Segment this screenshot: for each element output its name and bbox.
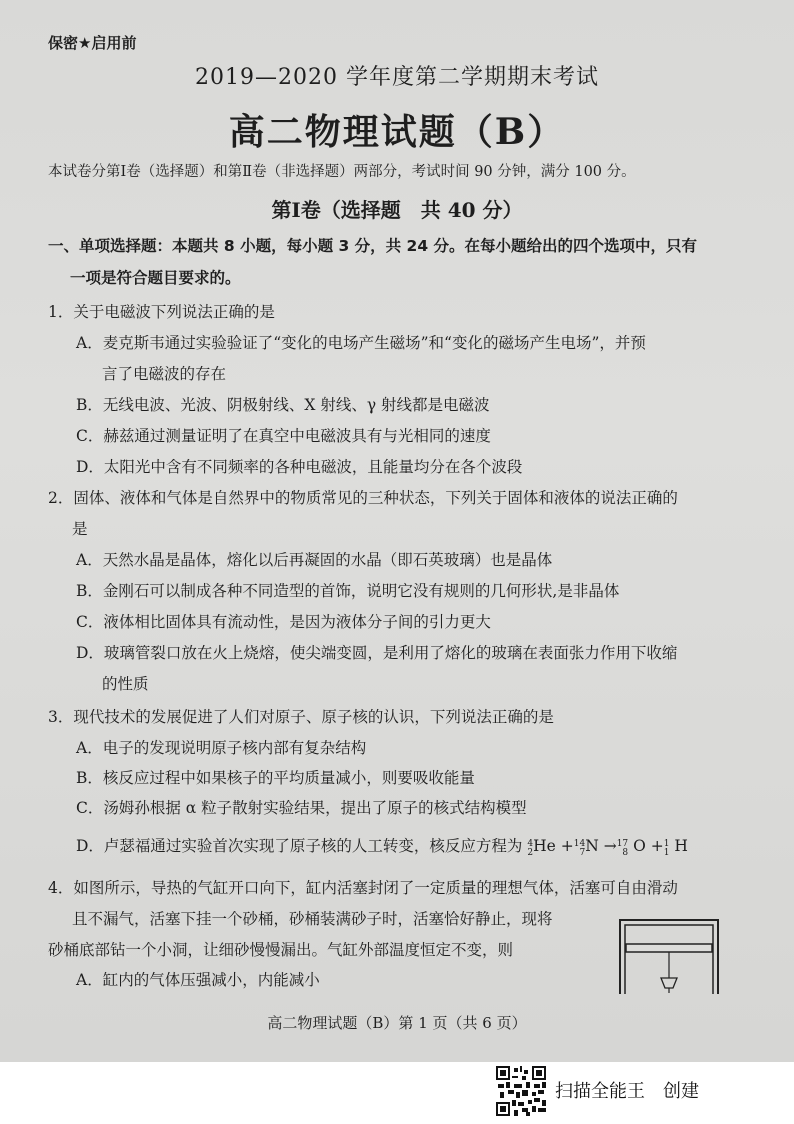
question-1-option-a: A．麦克斯韦通过实验验证了“变化的电场产生磁场”和“变化的磁场产生电场”，并预 xyxy=(76,334,646,352)
question-1-option-d: D．太阳光中含有不同频率的各种电磁波，且能量均分在各个波段 xyxy=(76,458,523,476)
question-1-stem: 1．关于电磁波下列说法正确的是 xyxy=(48,303,275,321)
question-1-option-a-cont: 言了电磁波的存在 xyxy=(102,365,227,383)
scanner-watermark: 扫描全能王 创建 xyxy=(555,1081,699,1102)
question-4-stem: 4．如图所示，导热的气缸开口向下，缸内活塞封闭了一定质量的理想气体，活塞可自由滑动 xyxy=(48,879,678,897)
exam-heading: 2019—2020 学年度第二学期期末考试 xyxy=(195,65,599,90)
page-title: 高二物理试题（B） xyxy=(228,111,566,153)
sand-bucket xyxy=(661,978,677,988)
confidential-label: 保密★启用前 xyxy=(48,34,137,52)
question-3-option-b: B．核反应过程中如果核子的平均质量减小，则要吸收能量 xyxy=(76,769,475,787)
question-3-option-d-text: D．卢瑟福通过实验首次实现了原子核的人工转变，核反应方程为 xyxy=(76,837,523,855)
question-4-stem-cont1: 且不漏气，活塞下挂一个砂桶，砂桶装满砂子时，活塞恰好静止，现将 xyxy=(72,910,553,928)
question-2-option-c: C．液体相比固体具有流动性，是因为液体分子间的引力更大 xyxy=(76,613,491,631)
question-1-option-c: C．赫兹通过测量证明了在真空中电磁波具有与光相同的速度 xyxy=(76,427,491,445)
question-2-option-d: D．玻璃管裂口放在火上烧熔，使尖端变圆，是利用了熔化的玻璃在表面张力作用下收缩 xyxy=(76,644,678,662)
question-2-option-d-cont: 的性质 xyxy=(102,675,149,693)
question-4-stem-cont2: 砂桶底部钻一个小洞，让细砂慢慢漏出。气缸外部温度恒定不变，则 xyxy=(48,941,514,959)
part-instructions-line1: 一、单项选择题：本题共 8 小题，每小题 3 分，共 24 分。在每小题给出的四个选项中，只有 xyxy=(48,237,698,255)
section-heading: 第Ⅰ卷（选择题 共 40 分） xyxy=(271,198,523,222)
qr-code-icon xyxy=(496,1066,546,1116)
question-2-stem: 2．固体、液体和气体是自然界中的物质常见的三种状态，下列关于固体和液体的说法正确的 xyxy=(48,489,678,507)
page-footer: 高二物理试题（B）第 1 页（共 6 页） xyxy=(267,1014,527,1032)
question-3-option-a: A．电子的发现说明原子核内部有复杂结构 xyxy=(76,739,367,757)
question-2-option-a: A．天然水晶是晶体，熔化以后再凝固的水晶（即石英玻璃）也是晶体 xyxy=(76,551,553,569)
question-4-option-a: A．缸内的气体压强减小，内能减小 xyxy=(76,971,320,989)
question-3-stem: 3．现代技术的发展促进了人们对原子、原子核的认识，下列说法正确的是 xyxy=(48,708,554,726)
question-3-option-d xyxy=(76,834,688,858)
question-2-stem-cont: 是 xyxy=(72,520,88,538)
question-1-option-b: B．无线电波、光波、阴极射线、X 射线、γ 射线都是电磁波 xyxy=(76,396,490,414)
cylinder-diagram xyxy=(614,914,724,996)
piston xyxy=(626,944,712,952)
question-2-option-b: B．金刚石可以制成各种不同造型的首饰，说明它没有规则的几何形状,是非晶体 xyxy=(76,582,620,600)
question-3-option-c: C．汤姆孙根据 α 粒子散射实验结果，提出了原子的核式结构模型 xyxy=(76,799,527,817)
exam-instructions: 本试卷分第Ⅰ卷（选择题）和第Ⅱ卷（非选择题）两部分，考试时间 90 分钟，满分 100 分。 xyxy=(48,164,636,180)
part-instructions-line2: 一项是符合题目要求的。 xyxy=(70,269,241,287)
nuclear-equation: 4 2 He + 14 7 N → 17 8 O + 1 1 H xyxy=(527,837,688,858)
